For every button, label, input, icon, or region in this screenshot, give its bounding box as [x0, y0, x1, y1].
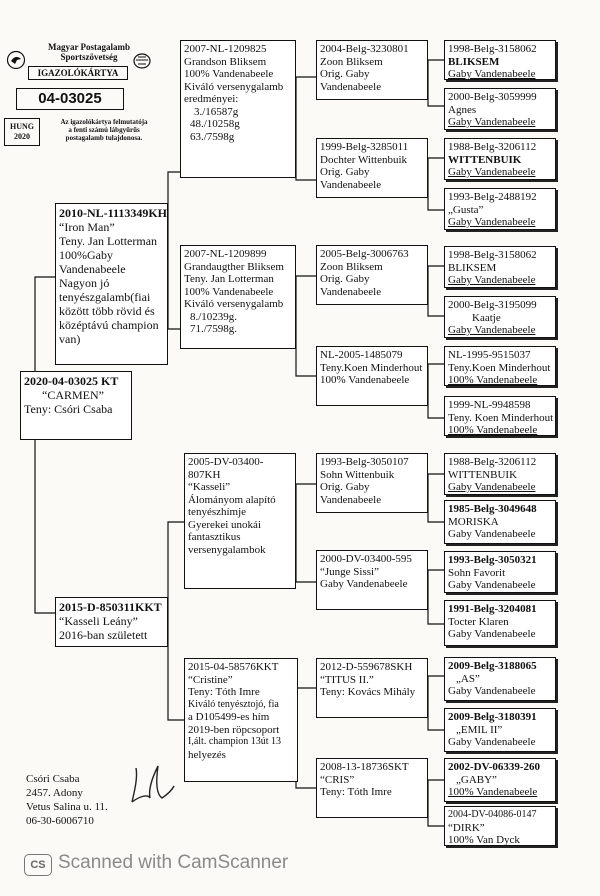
- country-code: HUNG: [10, 122, 34, 131]
- g3-line: Teny.Koen Minderhout: [320, 361, 423, 374]
- dam-dam-line: 2019-ben röpcsoport: [188, 723, 280, 736]
- g4-line: 1993-Belg-2488192: [448, 191, 537, 203]
- father-line: középtávú champion: [59, 318, 159, 332]
- mother-line: “Kasseli Leány”: [59, 614, 138, 628]
- g4-box: [444, 600, 556, 646]
- g3-line: Orig. Gaby: [320, 273, 370, 285]
- g3-line: 2004-Belg-3230801: [320, 43, 409, 55]
- g4-box: [444, 88, 556, 130]
- sire-sire-line: eredményei:: [184, 93, 239, 105]
- g4-line: WITTENBUIK: [448, 468, 518, 481]
- g4-line: 100% Vandenabeele: [448, 374, 538, 386]
- g4-line: 1988-Belg-3206112: [448, 456, 537, 468]
- federation-name-line2: Sportszövetség: [60, 52, 118, 62]
- g4-line: BLIKSEM: [448, 55, 500, 68]
- g4-line: MORISKA: [448, 515, 499, 528]
- g4-line: 2009-Belg-3180391: [448, 711, 537, 723]
- g4-line: Kaatje: [472, 311, 501, 324]
- sire-dam-line: Kiváló versenygalamb: [184, 298, 284, 310]
- pigeon-name: “CARMEN”: [42, 388, 104, 402]
- g4-line: Gaby Vandenabeele: [448, 216, 536, 228]
- sire-dam-line: Grandaugther Bliksem: [184, 260, 284, 273]
- g3-line: 1999-Belg-3285011: [320, 141, 409, 153]
- dam-dam-line: Kiváló tenyésztojó, fia: [188, 698, 279, 710]
- g4-box: [444, 806, 556, 846]
- country-year-box: [4, 118, 40, 146]
- g4-box: [444, 246, 556, 288]
- camscanner-text: Scanned with CamScanner: [58, 852, 289, 873]
- g4-line: 100% Vandenabeele: [448, 424, 538, 436]
- dam-sire-line: tenyészhímje: [188, 506, 247, 518]
- g4-box: [444, 708, 556, 752]
- g4-line: 2009-Belg-3188065: [448, 660, 537, 672]
- g4-box: [444, 396, 556, 436]
- father-line: tenyészgalamb(fiai: [59, 290, 151, 304]
- dam-sire-line: Álományom alapító: [188, 493, 276, 506]
- sire-sire-line: 48./10258g: [190, 118, 240, 130]
- sire-sire-line: 2007-NL-1209825: [184, 43, 267, 55]
- father-line: között több rövid és: [59, 304, 155, 318]
- dam-dam-line: helyezés: [188, 748, 226, 761]
- pigeon-ring: 2020-04-03025 KT: [24, 374, 119, 388]
- dam-sire-line: 807KH: [188, 468, 221, 481]
- g4-box: [444, 551, 556, 593]
- scanner-watermark: [0, 848, 600, 896]
- g4-line: 100% Van Dyck: [448, 834, 520, 846]
- dam-dam-line: a D105499-es hím: [188, 711, 270, 723]
- sire-dam-line: 71./7598g.: [190, 323, 238, 335]
- g4-line: NL-1995-9515037: [448, 349, 531, 361]
- g3-line: Sohn Wittenbuik: [320, 468, 395, 481]
- g3-line: 1993-Belg-3050107: [320, 456, 409, 468]
- g4-line: Gaby Vandenabeele: [448, 736, 536, 748]
- g3-line: Vandenabeele: [320, 80, 382, 93]
- g3-line: Orig. Gaby: [320, 68, 370, 80]
- g3-line: 2008-13-18736SKT: [320, 761, 409, 773]
- g4-box: [444, 453, 556, 495]
- card-number: 04-03025: [16, 88, 124, 110]
- g4-line: Gaby Vandenabeele: [448, 481, 536, 493]
- g3-line: Vandenabeele: [320, 178, 382, 191]
- g4-line: Gaby Vandenabeele: [448, 116, 536, 128]
- g4-line: 2000-Belg-3195099: [448, 299, 537, 311]
- father-line: van): [59, 332, 81, 346]
- g3-line: 2000-DV-03400-595: [320, 553, 412, 565]
- dam-dam-line: I,ált. champion 13út 13: [188, 736, 282, 747]
- g4-line: Gaby Vandenabeele: [448, 528, 536, 540]
- sire-sire-line: 100% Vandenabeele: [184, 68, 274, 80]
- ownership-note-line1: Az igazolókártya felmutatója: [60, 118, 148, 126]
- g4-line: „GABY”: [456, 773, 497, 786]
- g3-line: “CRIS”: [320, 773, 355, 786]
- g3-box: [316, 658, 428, 718]
- father-line: Nagyon jó: [59, 276, 110, 290]
- dam-sire-line: fantasztikus: [188, 531, 241, 543]
- g4-line: 1998-Belg-3158062: [448, 43, 537, 55]
- g4-line: 1991-Belg-3204081: [448, 603, 537, 615]
- father-line: “Iron Man”: [59, 220, 115, 234]
- pigeon-main-box: [20, 371, 132, 440]
- g4-line: Gaby Vandenabeele: [448, 579, 536, 591]
- g4-line: 1998-Belg-3158062: [448, 249, 537, 261]
- g4-line: Gaby Vandenabeele: [448, 274, 536, 286]
- g4-line: 2002-DV-06339-260: [448, 761, 541, 773]
- dam-sire-box: [184, 453, 296, 589]
- g3-line: Zoon Bliksem: [320, 55, 383, 68]
- g4-line: „Gusta”: [448, 203, 484, 216]
- father-line: Vandenabeele: [59, 262, 126, 276]
- g4-line: Gaby Vandenabeele: [448, 324, 536, 336]
- g3-line: Vandenabeele: [320, 285, 382, 298]
- g3-line: Teny: Tóth Imre: [320, 786, 392, 798]
- g4-line: 2004-DV-04086-0147: [448, 809, 537, 820]
- g3-line: Orig. Gaby: [320, 481, 370, 493]
- sire-dam-line: 2007-NL-1209899: [184, 248, 267, 260]
- sire-sire-line: Grandson Bliksem: [184, 55, 267, 68]
- g3-box: [316, 40, 428, 100]
- g4-line: „EMIL II”: [456, 723, 503, 736]
- owner-street: Vetus Salina u. 11.: [26, 801, 108, 813]
- g4-line: 1988-Belg-3206112: [448, 141, 537, 153]
- father-line: 100%Gaby: [59, 248, 113, 262]
- g4-line: „AS”: [456, 672, 480, 685]
- g4-line: Teny.Koen Minderhout: [448, 361, 551, 374]
- federation-name: [28, 42, 150, 62]
- ownership-note: [56, 118, 152, 142]
- owner-city: 2457. Adony: [26, 787, 83, 799]
- g4-line: Sohn Favorit: [448, 566, 506, 579]
- g3-line: “Junge Sissi”: [320, 565, 379, 578]
- owner-address: [26, 772, 108, 828]
- camscanner-badge: CS: [24, 854, 52, 876]
- g3-line: Gaby Vandenabeele: [320, 578, 408, 590]
- g3-line: Dochter Wittenbuik: [320, 153, 408, 166]
- g3-line: 2012-D-559678SKH: [320, 661, 413, 673]
- dam-sire-line: Gyerekei unokái: [188, 518, 261, 531]
- g3-box: [316, 453, 428, 513]
- g3-line: Teny: Kovács Mihály: [320, 686, 416, 698]
- g4-box: [444, 346, 556, 386]
- g4-line: WITTENBUIK: [448, 153, 522, 166]
- g4-line: Teny. Koen Minderhout: [448, 411, 554, 424]
- g3-box: [316, 245, 428, 305]
- g3-box: [316, 346, 428, 406]
- handwritten-signature: [128, 738, 178, 808]
- g3-line: “TITUS II.”: [320, 673, 374, 686]
- g3-line: 2005-Belg-3006763: [320, 248, 409, 260]
- g4-line: Tocter Klaren: [448, 615, 509, 628]
- ownership-note-line2: a fenti számú lábgyűrűs: [68, 126, 140, 134]
- card-year: 2020: [14, 132, 30, 141]
- g4-line: 2000-Belg-3059999: [448, 91, 537, 103]
- g4-box: [444, 188, 556, 230]
- g3-box: [316, 550, 428, 610]
- g3-box: [316, 138, 428, 198]
- sire-dam-line: Teny. Jan Lotterman: [184, 273, 274, 285]
- father-line: Teny. Jan Lotterman: [59, 234, 158, 248]
- g4-box: [444, 657, 556, 701]
- g3-line: Zoon Bliksem: [320, 260, 383, 273]
- sire-sire-line: 63./7598g: [190, 130, 235, 143]
- dam-dam-line: 2015-04-58576KKT: [188, 661, 279, 673]
- sire-sire-line: 3./16587g: [194, 105, 239, 118]
- dam-sire-line: 2005-DV-03400-: [188, 456, 264, 468]
- g4-box: [444, 138, 556, 180]
- g4-line: 100% Vandenabeele: [448, 786, 538, 798]
- g3-line: 100% Vandenabeele: [320, 374, 410, 386]
- owner-name: Csóri Csaba: [26, 773, 80, 785]
- pigeon-owner: Teny: Csóri Csaba: [24, 402, 113, 416]
- g4-line: Gaby Vandenabeele: [448, 685, 536, 697]
- sire-dam-box: [180, 245, 296, 349]
- sire-sire-box: [180, 40, 296, 178]
- g4-line: 1985-Belg-3049648: [448, 503, 537, 515]
- mother-ring: 2015-D-850311KKT: [59, 600, 162, 614]
- dam-dam-line: “Cristine”: [188, 673, 233, 686]
- owner-phone: 06-30-6006710: [26, 815, 94, 827]
- dam-sire-line: versenygalambok: [188, 543, 266, 556]
- dam-sire-line: “Kasseli”: [188, 481, 231, 493]
- mother-box: [55, 597, 168, 647]
- g4-line: Gaby Vandenabeele: [448, 166, 536, 178]
- g4-box: [444, 296, 556, 338]
- federation-name-line1: Magyar Postagalamb: [47, 42, 131, 52]
- sire-dam-line: 8./10239g.: [190, 310, 238, 323]
- g4-line: “DIRK”: [448, 821, 485, 834]
- dam-dam-line: Teny: Tóth Imre: [188, 686, 260, 698]
- g4-line: 1999-NL-9948598: [448, 399, 531, 411]
- father-ring: 2010-NL-1113349KH: [59, 206, 168, 220]
- g4-box: [444, 500, 556, 544]
- g3-line: Orig. Gaby: [320, 166, 370, 178]
- father-box: [55, 203, 168, 365]
- dam-dam-box: [184, 658, 298, 782]
- mother-line: 2016-ban született: [59, 628, 148, 642]
- g3-line: Vandenabeele: [320, 493, 382, 506]
- ownership-note-line3: postagalamb tulajdonosa.: [65, 134, 143, 142]
- g4-line: Gaby Vandenabeele: [448, 628, 536, 640]
- g4-box: [444, 40, 556, 80]
- g4-line: Agnes: [448, 103, 477, 116]
- g3-box: [316, 758, 428, 818]
- g3-line: NL-2005-1485079: [320, 349, 403, 361]
- g4-line: BLIKSEM: [448, 261, 497, 274]
- sire-dam-line: 100% Vandenabeele: [184, 285, 274, 298]
- g4-line: Gaby Vandenabeele: [448, 68, 536, 80]
- sire-sire-line: Kiváló versenygalamb: [184, 80, 284, 93]
- card-title: IGAZOLÓKÁRTYA: [28, 66, 128, 80]
- federation-logo-left: [6, 50, 26, 70]
- g4-box: [444, 758, 556, 802]
- g4-line: 1993-Belg-3050321: [448, 554, 537, 566]
